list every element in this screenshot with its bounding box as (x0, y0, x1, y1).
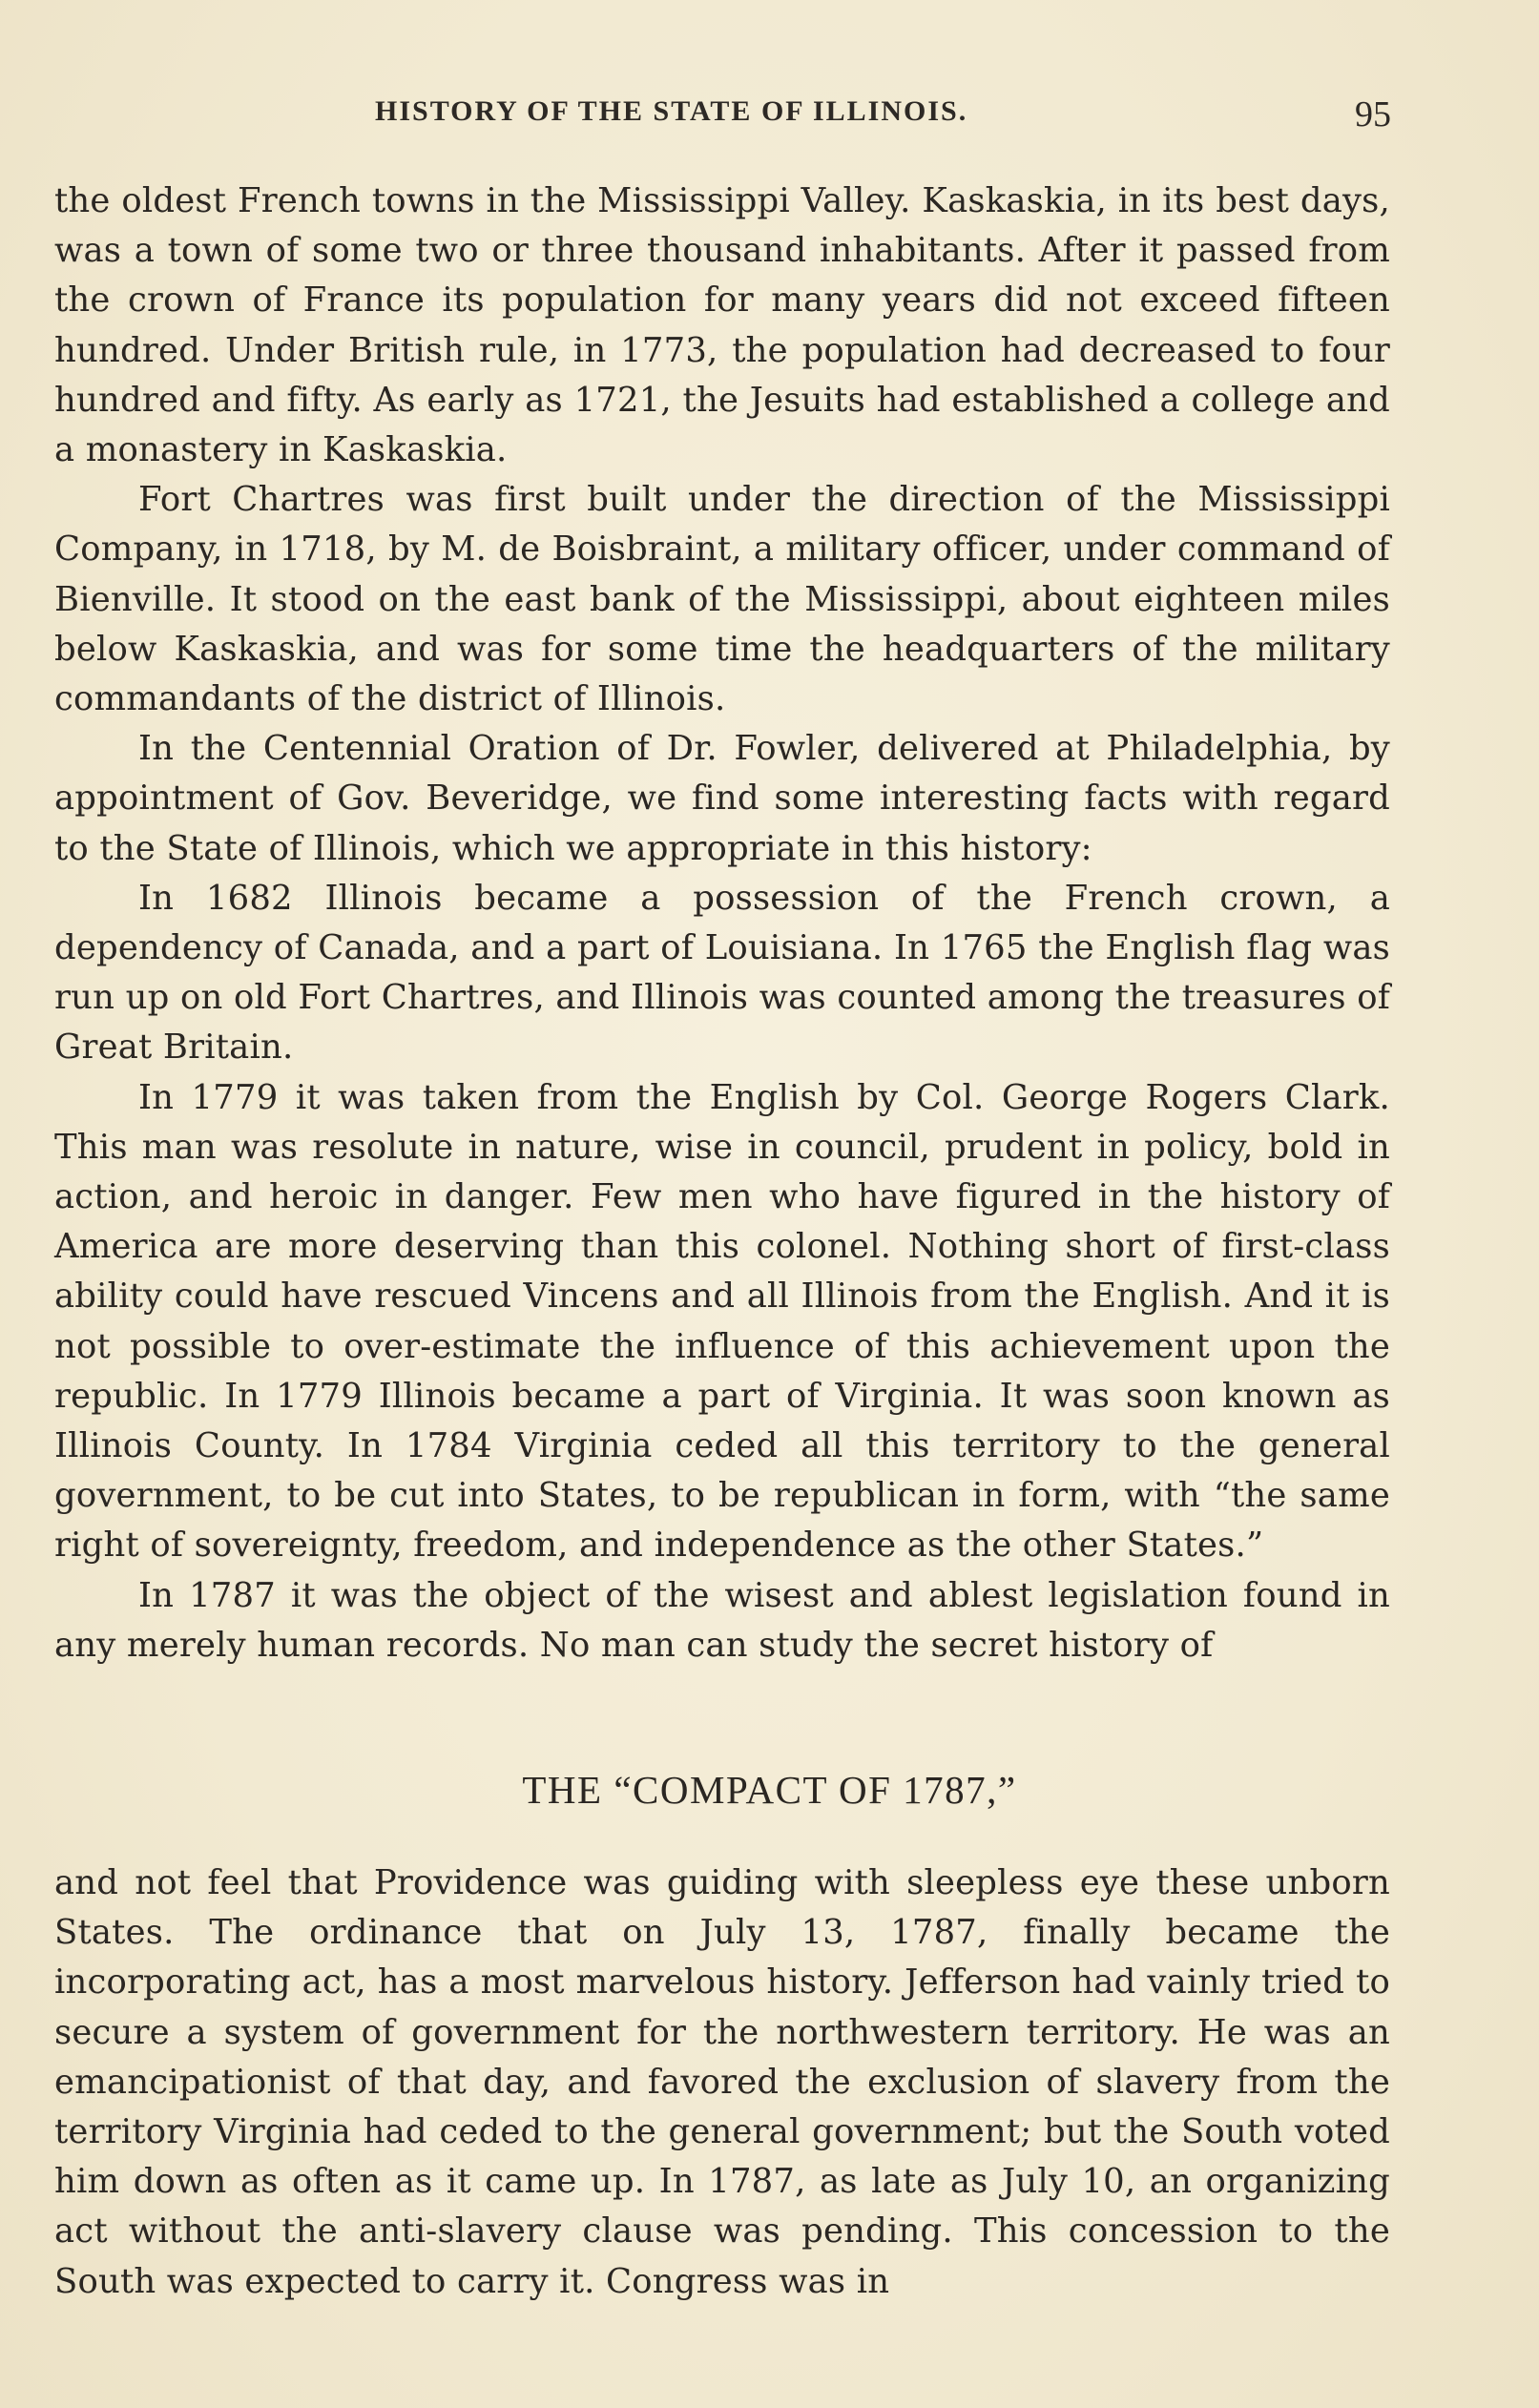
paragraph: In 1682 Illinois became a possession of the French crown, a dependency of Canada, and a part of Louisiana. In 1765 the English flag was run up on old Fort Chartres, and Illinois was counted among the treasures of Great Britain. (54, 878, 1390, 1068)
body-text-top (54, 176, 1390, 1671)
page-number: 95 (1355, 94, 1391, 135)
body-text-bottom (54, 1858, 1390, 2307)
paragraph: In 1779 it was taken from the English by Col. George Rogers Clark. This man was resolute in nature, wise in council, prudent in policy, bold in action, and heroic in danger. Few men who have figured in the history of America are more deserving than this colonel. Nothing short of first-class ability could have rescued Vincens and all Illinois from the English. And it is not possible to over-estimate the influence of this achievement upon the republic. In 1779 Illinois became a part of Virginia. It was soon known as Illinois County. In 1784 Virginia ceded all this territory to the general government, to be cut into States, to be republican in form, with “the same right of sovereignty, freedom, and independence as the other States.” (54, 1077, 1390, 1566)
paragraph: and not feel that Providence was guiding with sleepless eye these unborn States. The ordinance that on July 13, 1787, finally became the incorporating act, has a most marvelous history. Jefferson had vainly tried to secure a system of government for the northwestern territory. He was an emancipationist of that day, and favored the exclusion of slavery from the territory Virginia had ceded to the general government; but the South voted him down as often as it came up. In 1787, as late as July 10, an organizing act without the anti-slavery clause was pending. This concession to the South was expected to carry it. Congress was in (54, 1863, 1390, 2301)
paragraph: In 1787 it was the object of the wisest and ablest legislation found in any merely human records. No man can study the secret history of (54, 1575, 1390, 1665)
paragraph: Fort Chartres was first built under the direction of the Mississippi Company, in 1718, by M. de Boisbraint, a military officer, under command of Bienville. It stood on the east bank of the Mississippi, about eighteen miles below Kaskaskia, and was for some time the headquarters of the military commandants of the district of Illinois. (54, 480, 1390, 719)
paragraph: In the Centennial Oration of Dr. Fowler, delivered at Philadelphia, by appointment of Gov. Beveridge, we find some interesting facts with regard to the State of Illinois, which we appropriate in this history: (54, 729, 1390, 868)
running-head: HISTORY OF THE STATE OF ILLINOIS. (375, 95, 968, 127)
page-header (55, 93, 1391, 139)
paragraph: the oldest French towns in the Mississippi Valley. Kaskaskia, in its best days, was a town of some two or three thousand inhabitants. After it passed from the crown of France its population for many years did not exceed fifteen hundred. Under British rule, in 1773, the population had decreased to four hundred and fifty. As early as 1721, the Jesuits had established a college and a monastery in Kaskaskia. (54, 181, 1390, 470)
section-heading: THE “COMPACT OF 1787,” (522, 1768, 1017, 1812)
